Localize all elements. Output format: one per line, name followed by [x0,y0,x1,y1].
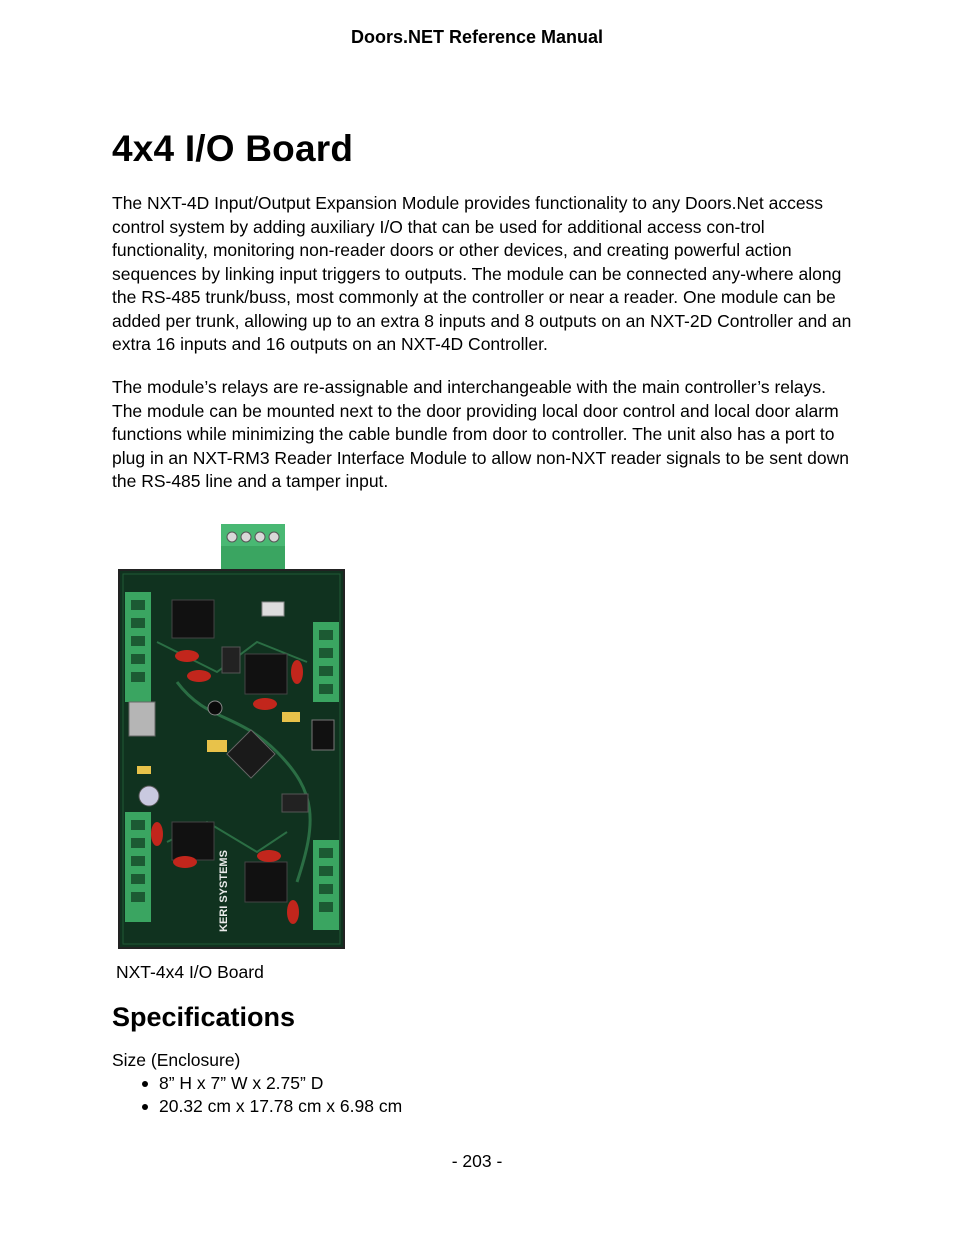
bullet-icon [142,1104,148,1110]
intro-paragraph-1: The NXT-4D Input/Output Expansion Module provides functionality to any Doors.Net access control system by adding auxiliary I/O that can be used for additional access con-trol functionality, monitoring non-reader doors or other devices, and creating powerful action sequences by linking input triggers to outputs. The module can be connected any-where along the RS-485 trunk/buss, most commonly at the controller or near a reader. One module can be added per trunk, allowing up to an extra 8 inputs and 8 outputs on an NXT-2D Controller and an extra 16 inputs and 16 outputs on an NXT-4D Controller. [112,193,852,354]
board-brand-label: KERI SYSTEMS [218,850,230,932]
specifications-heading: Specifications [112,1002,296,1032]
size-label: Size (Enclosure) [112,1050,241,1070]
list-item-text: 8” H x 7” W x 2.75” D [159,1073,324,1093]
page-number: - 203 - [451,1151,503,1171]
figure-caption: NXT-4x4 I/O Board [116,962,264,982]
relay-1 [172,600,214,638]
page-title: 4x4 I/O Board [112,128,354,169]
list-item [112,1072,402,1095]
pcb-illustration [117,522,347,950]
running-header: Doors.NET Reference Manual [350,27,604,47]
board-photo [117,522,347,950]
relay-2 [245,654,287,694]
list-item [112,1095,402,1118]
bullet-icon [142,1081,148,1087]
list-item-text: 20.32 cm x 17.78 cm x 6.98 cm [159,1095,403,1116]
voltage-regulator [129,702,155,736]
size-list [112,1072,402,1117]
capacitor [139,786,159,806]
relay-3 [172,822,214,860]
relay-4 [245,862,287,902]
intro-paragraph-2: The module’s relays are re-assignable and interchangeable with the main controller’s relays. The module can be mounted next to the door providing local door control and local door alarm functions while minimizing the cable bundle from door to controller. The unit also has a port to plug in an NXT-RM3 Reader Interface Module to allow non-NXT reader signals to be sent down the RS-485 line and a tamper input. [112,377,850,491]
